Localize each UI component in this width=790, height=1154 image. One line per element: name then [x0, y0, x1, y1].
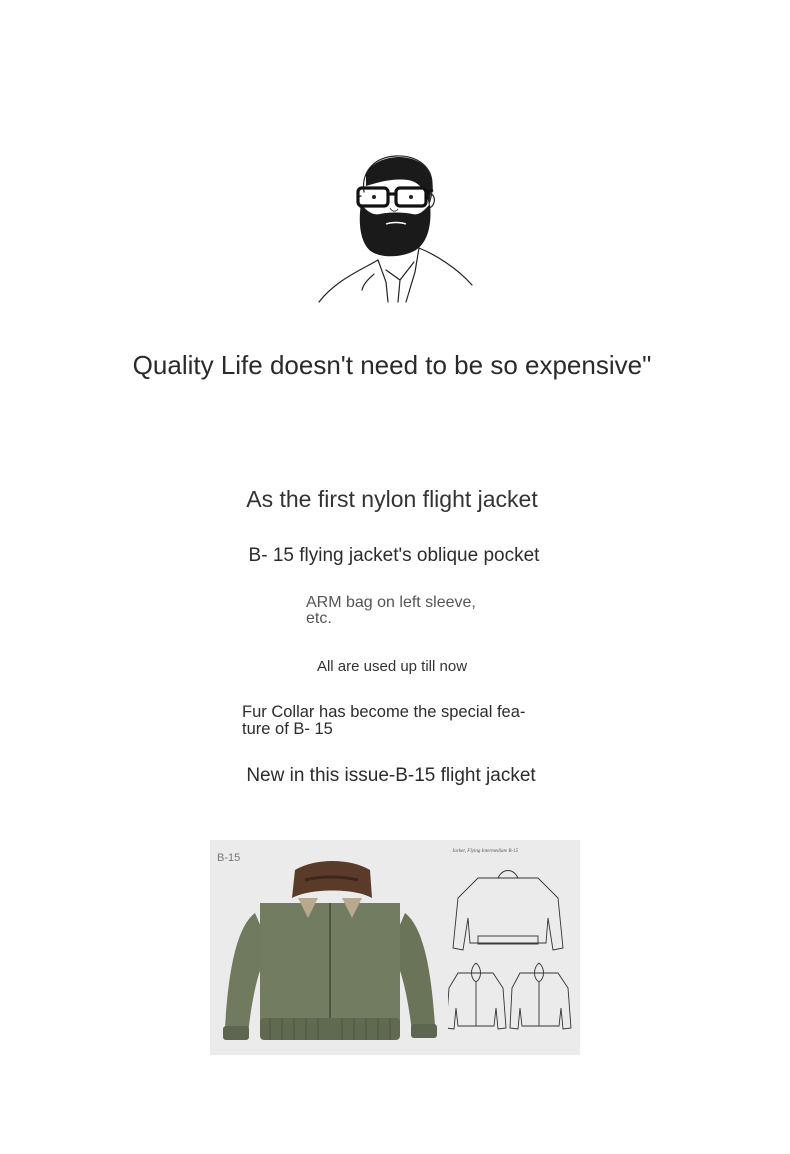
used-up-text: All are used up till now	[316, 658, 468, 675]
fur-collar-text	[242, 704, 552, 738]
b15-jacket-photo	[210, 840, 580, 1055]
arm-bag-line2: etc.	[306, 610, 332, 627]
arm-bag-line1: ARM bag on left sleeve,	[306, 594, 476, 611]
fur-collar-line1: Fur Collar has become the special fea-	[242, 703, 526, 721]
new-issue-heading: New in this issue-B-15 flight jacket	[246, 765, 536, 786]
tagline-quote: Quality Life doesn't need to be so expensive"	[132, 350, 652, 380]
avatar-sketch-icon	[316, 152, 476, 304]
jacket-technical-drawing-icon	[448, 858, 578, 1048]
fur-collar-line2: ture of B- 15	[242, 720, 333, 738]
sketch-caption: Jacket, Flying Intermediate B-15	[452, 849, 519, 854]
green-jacket-icon	[220, 858, 440, 1048]
photo-label: B-15	[217, 852, 241, 864]
heading-first-nylon: As the first nylon flight jacket	[246, 486, 538, 512]
arm-bag-text	[306, 595, 486, 627]
heading-oblique-pocket: B- 15 flying jacket's oblique pocket	[248, 545, 540, 566]
